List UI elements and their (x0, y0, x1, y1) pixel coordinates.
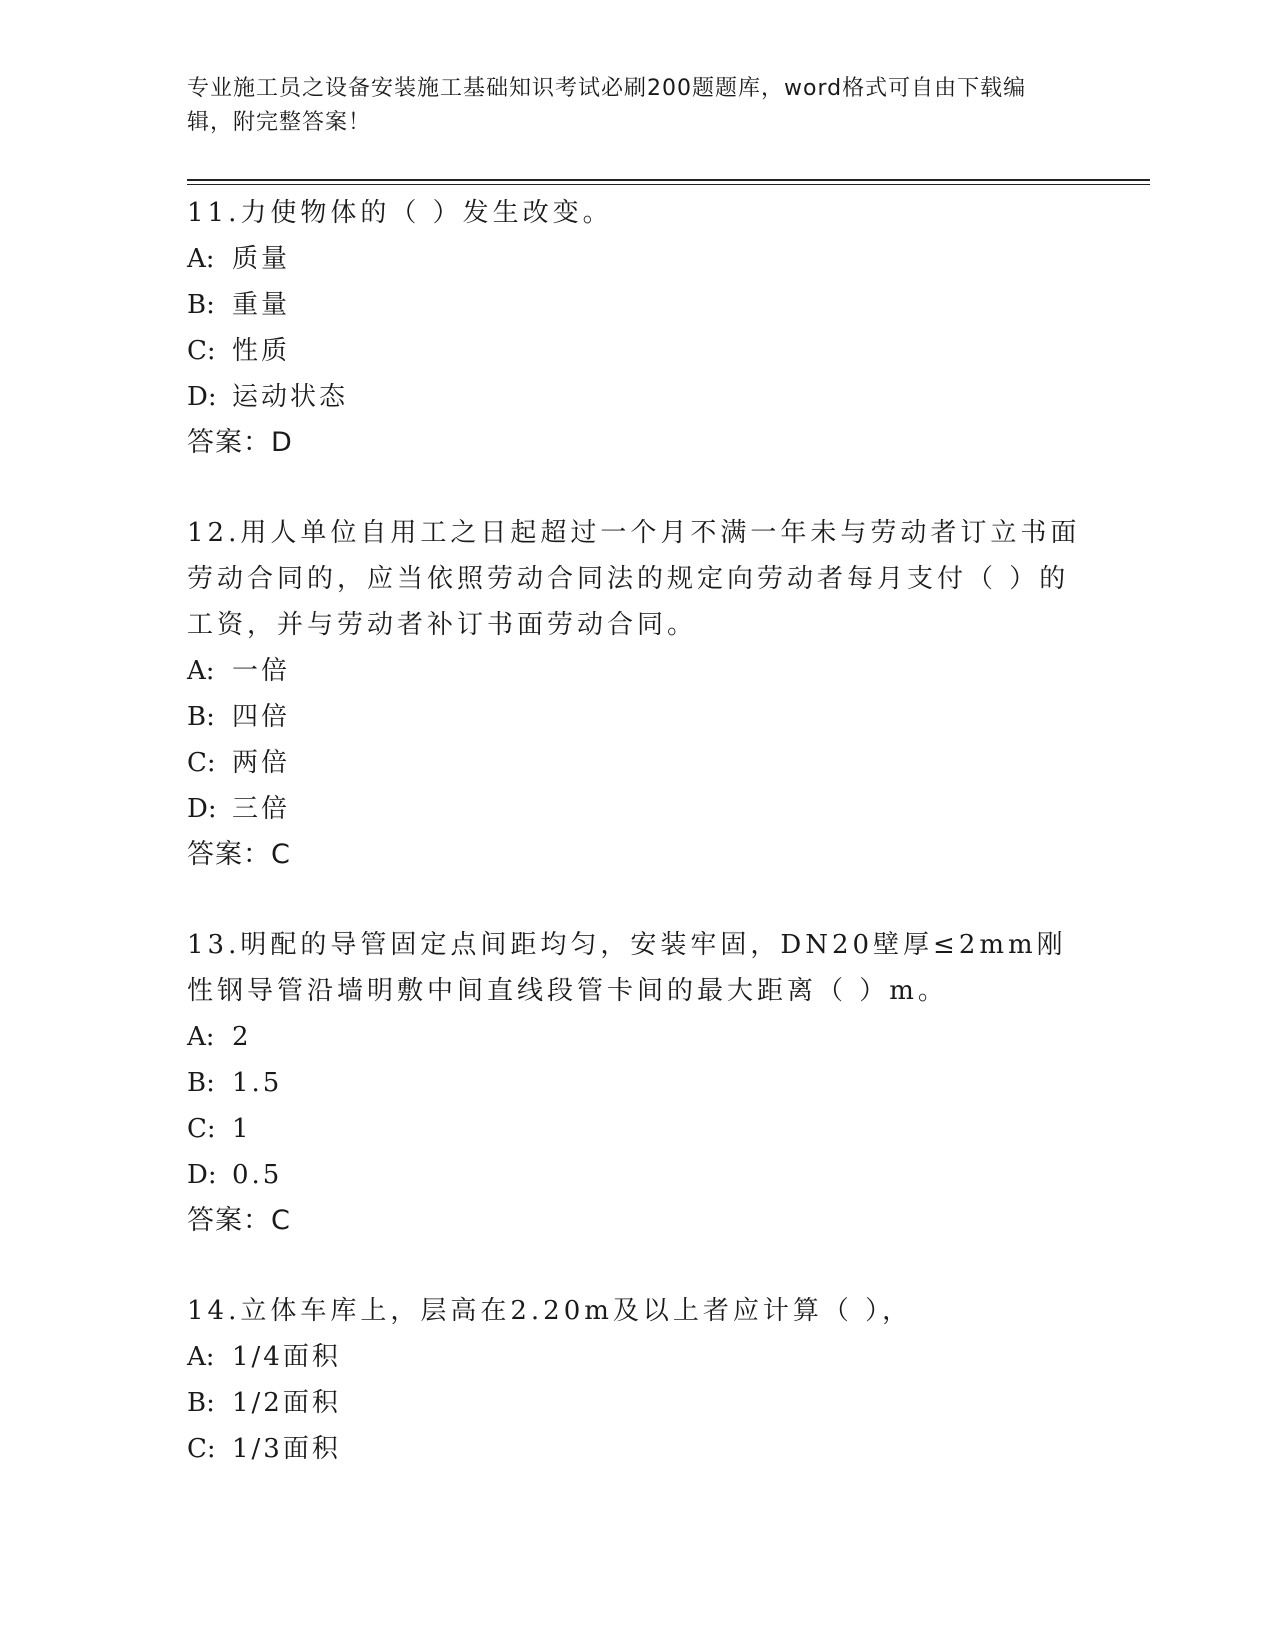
option-text: 质量 (232, 244, 291, 274)
question-14 (187, 1288, 1087, 1472)
option-text: 重量 (232, 290, 291, 320)
option-a (187, 236, 1087, 282)
option-label: C: (187, 748, 216, 778)
option-label: C: (187, 336, 216, 366)
option-text: 1.5 (232, 1068, 283, 1098)
option-label: B: (187, 1068, 215, 1098)
page-header: 专业施工员之设备安装施工基础知识考试必刷200题题库，word格式可自由下载编辑，附完整答案！ (187, 76, 1027, 135)
option-label: C: (187, 1434, 216, 1464)
option-text: 1 (232, 1114, 252, 1144)
question-11 (187, 190, 1087, 466)
question-stem: 11.力使物体的（ ）发生改变。 (187, 198, 613, 228)
option-a (187, 1014, 1087, 1060)
option-text: 三倍 (232, 794, 291, 824)
option-label: C: (187, 1114, 216, 1144)
option-label: D: (187, 382, 217, 412)
option-label: B: (187, 1388, 215, 1418)
option-b (187, 1380, 1087, 1426)
option-label: D: (187, 1160, 217, 1190)
option-a (187, 648, 1087, 694)
option-text: 性质 (232, 336, 291, 366)
answer-line: 答案：D (187, 427, 293, 458)
option-text: 1/4面积 (232, 1342, 341, 1372)
option-b (187, 694, 1087, 740)
option-text: 两倍 (232, 748, 291, 778)
question-12 (187, 510, 1087, 878)
option-d (187, 1152, 1087, 1198)
option-label: A: (187, 656, 215, 686)
option-text: 2 (232, 1022, 252, 1052)
option-label: B: (187, 702, 215, 732)
option-d (187, 374, 1087, 420)
option-b (187, 282, 1087, 328)
option-d (187, 786, 1087, 832)
question-stem: 14.立体车库上，层高在2.20m及以上者应计算（ ）， (187, 1296, 913, 1326)
question-stem: 13.明配的导管固定点间距均匀，安装牢固，DN20壁厚≤2mm刚性钢导管沿墙明敷中间直线段管卡间的最大距离（ ）m。 (187, 930, 1067, 1006)
answer-line: 答案：C (187, 1205, 291, 1236)
question-stem: 12.用人单位自用工之日起超过一个月不满一年未与劳动者订立书面劳动合同的，应当依照劳动合同法的规定向劳动者每月支付（ ）的工资，并与劳动者补订书面劳动合同。 (187, 518, 1081, 640)
option-text: 1/2面积 (232, 1388, 341, 1418)
option-text: 一倍 (232, 656, 291, 686)
option-b (187, 1060, 1087, 1106)
option-label: A: (187, 1022, 215, 1052)
option-label: A: (187, 1342, 215, 1372)
option-c (187, 1426, 1087, 1472)
option-text: 四倍 (232, 702, 291, 732)
option-text: 0.5 (232, 1160, 283, 1190)
option-c (187, 1106, 1087, 1152)
option-c (187, 740, 1087, 786)
answer-line: 答案：C (187, 839, 291, 870)
option-label: D: (187, 794, 217, 824)
option-text: 运动状态 (232, 382, 349, 412)
option-text: 1/3面积 (232, 1434, 341, 1464)
option-label: B: (187, 290, 215, 320)
option-label: A: (187, 244, 215, 274)
header-divider-thin (187, 184, 1150, 185)
header-divider-thick (187, 179, 1150, 181)
option-c (187, 328, 1087, 374)
option-a (187, 1334, 1087, 1380)
question-list (187, 190, 1087, 1516)
question-13 (187, 922, 1087, 1244)
